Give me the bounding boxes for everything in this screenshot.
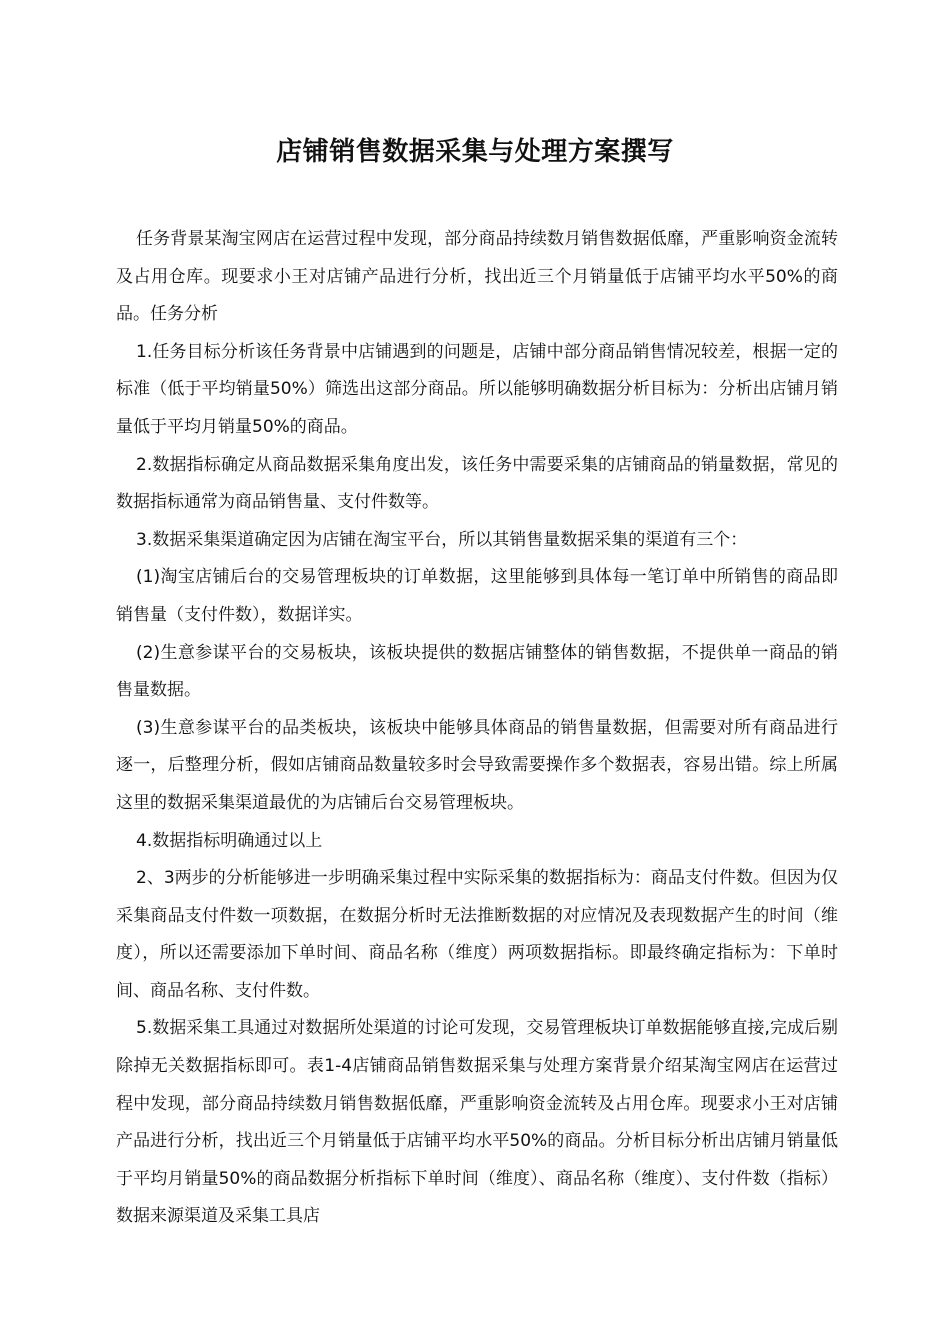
paragraph-channel-1: (1)淘宝店铺后台的交易管理板块的订单数据，这里能够到具体每一笔订单中所销售的商品即销售量（支付件数），数据详实。 <box>116 567 838 625</box>
paragraph-indicator-clarify: 4.数据指标明确通过以上 <box>136 830 323 851</box>
paragraph-final-indicators: 2、3两步的分析能够进一步明确采集过程中实际采集的数据指标为：商品支付件数。但因为仅采集商品支付件数一项数据，在数据分析时无法推断数据的对应情况及表现数据产生的时间（维度），所以还需要添加下单时间、商品名称（维度）两项数据指标。即最终确定指标为：下单时间、商品名称、支付件数。 <box>116 868 838 1001</box>
paragraph-collection-channels: 3.数据采集渠道确定因为店铺在淘宝平台，所以其销售量数据采集的渠道有三个： <box>136 529 748 550</box>
paragraph-task-background: 任务背景某淘宝网店在运营过程中发现，部分商品持续数月销售数据低靡，严重影响资金流转及占用仓库。现要求小王对店铺产品进行分析，找出近三个月销量低于店铺平均水平50%的商品。任务分析 <box>116 229 838 325</box>
paragraph-data-indicators: 2.数据指标确定从商品数据采集角度出发，该任务中需要采集的店铺商品的销量数据，常见的数据指标通常为商品销售量、支付件数等。 <box>116 454 838 513</box>
paragraph-channel-3: (3)生意参谋平台的品类板块，该板块中能够具体商品的销售量数据，但需要对所有商品进行逐一，后整理分析，假如店铺商品数量较多时会导致需要操作多个数据表，容易出错。综上所属这里的数据采集渠道最优的为店铺后台交易管理板块。 <box>116 717 838 813</box>
document-title: 店铺销售数据采集与处理方案撰写 <box>276 137 674 167</box>
paragraph-task-goal: 1.任务目标分析该任务背景中店铺遇到的问题是，店铺中部分商品销售情况较差，根据一定的标准（低于平均销量50%）筛选出这部分商品。所以能够明确数据分析目标为：分析出店铺月销量低于平均月销量50%的商品。 <box>116 341 838 437</box>
paragraph-collection-tools: 5.数据采集工具通过对数据所处渠道的讨论可发现，交易管理板块订单数据能够直接,完成后剔除掉无关数据指标即可。表1-4店铺商品销售数据采集与处理方案背景介绍某淘宝网店在运营过程中发现，部分商品持续数月销售数据低靡，严重影响资金流转及占用仓库。现要求小王对店铺产品进行分析，找出近三个月销量低于店铺平均水平50%的商品。分析目标分析出店铺月销量低于平均月销量50%的商品数据分析指标下单时间（维度）、商品名称（维度）、支付件数（指标）数据来源渠道及采集工具店 <box>116 1018 838 1227</box>
document-body <box>116 221 838 1236</box>
paragraph-channel-2: (2)生意参谋平台的交易板块，该板块提供的数据店铺整体的销售数据，不提供单一商品的销售量数据。 <box>116 642 838 701</box>
